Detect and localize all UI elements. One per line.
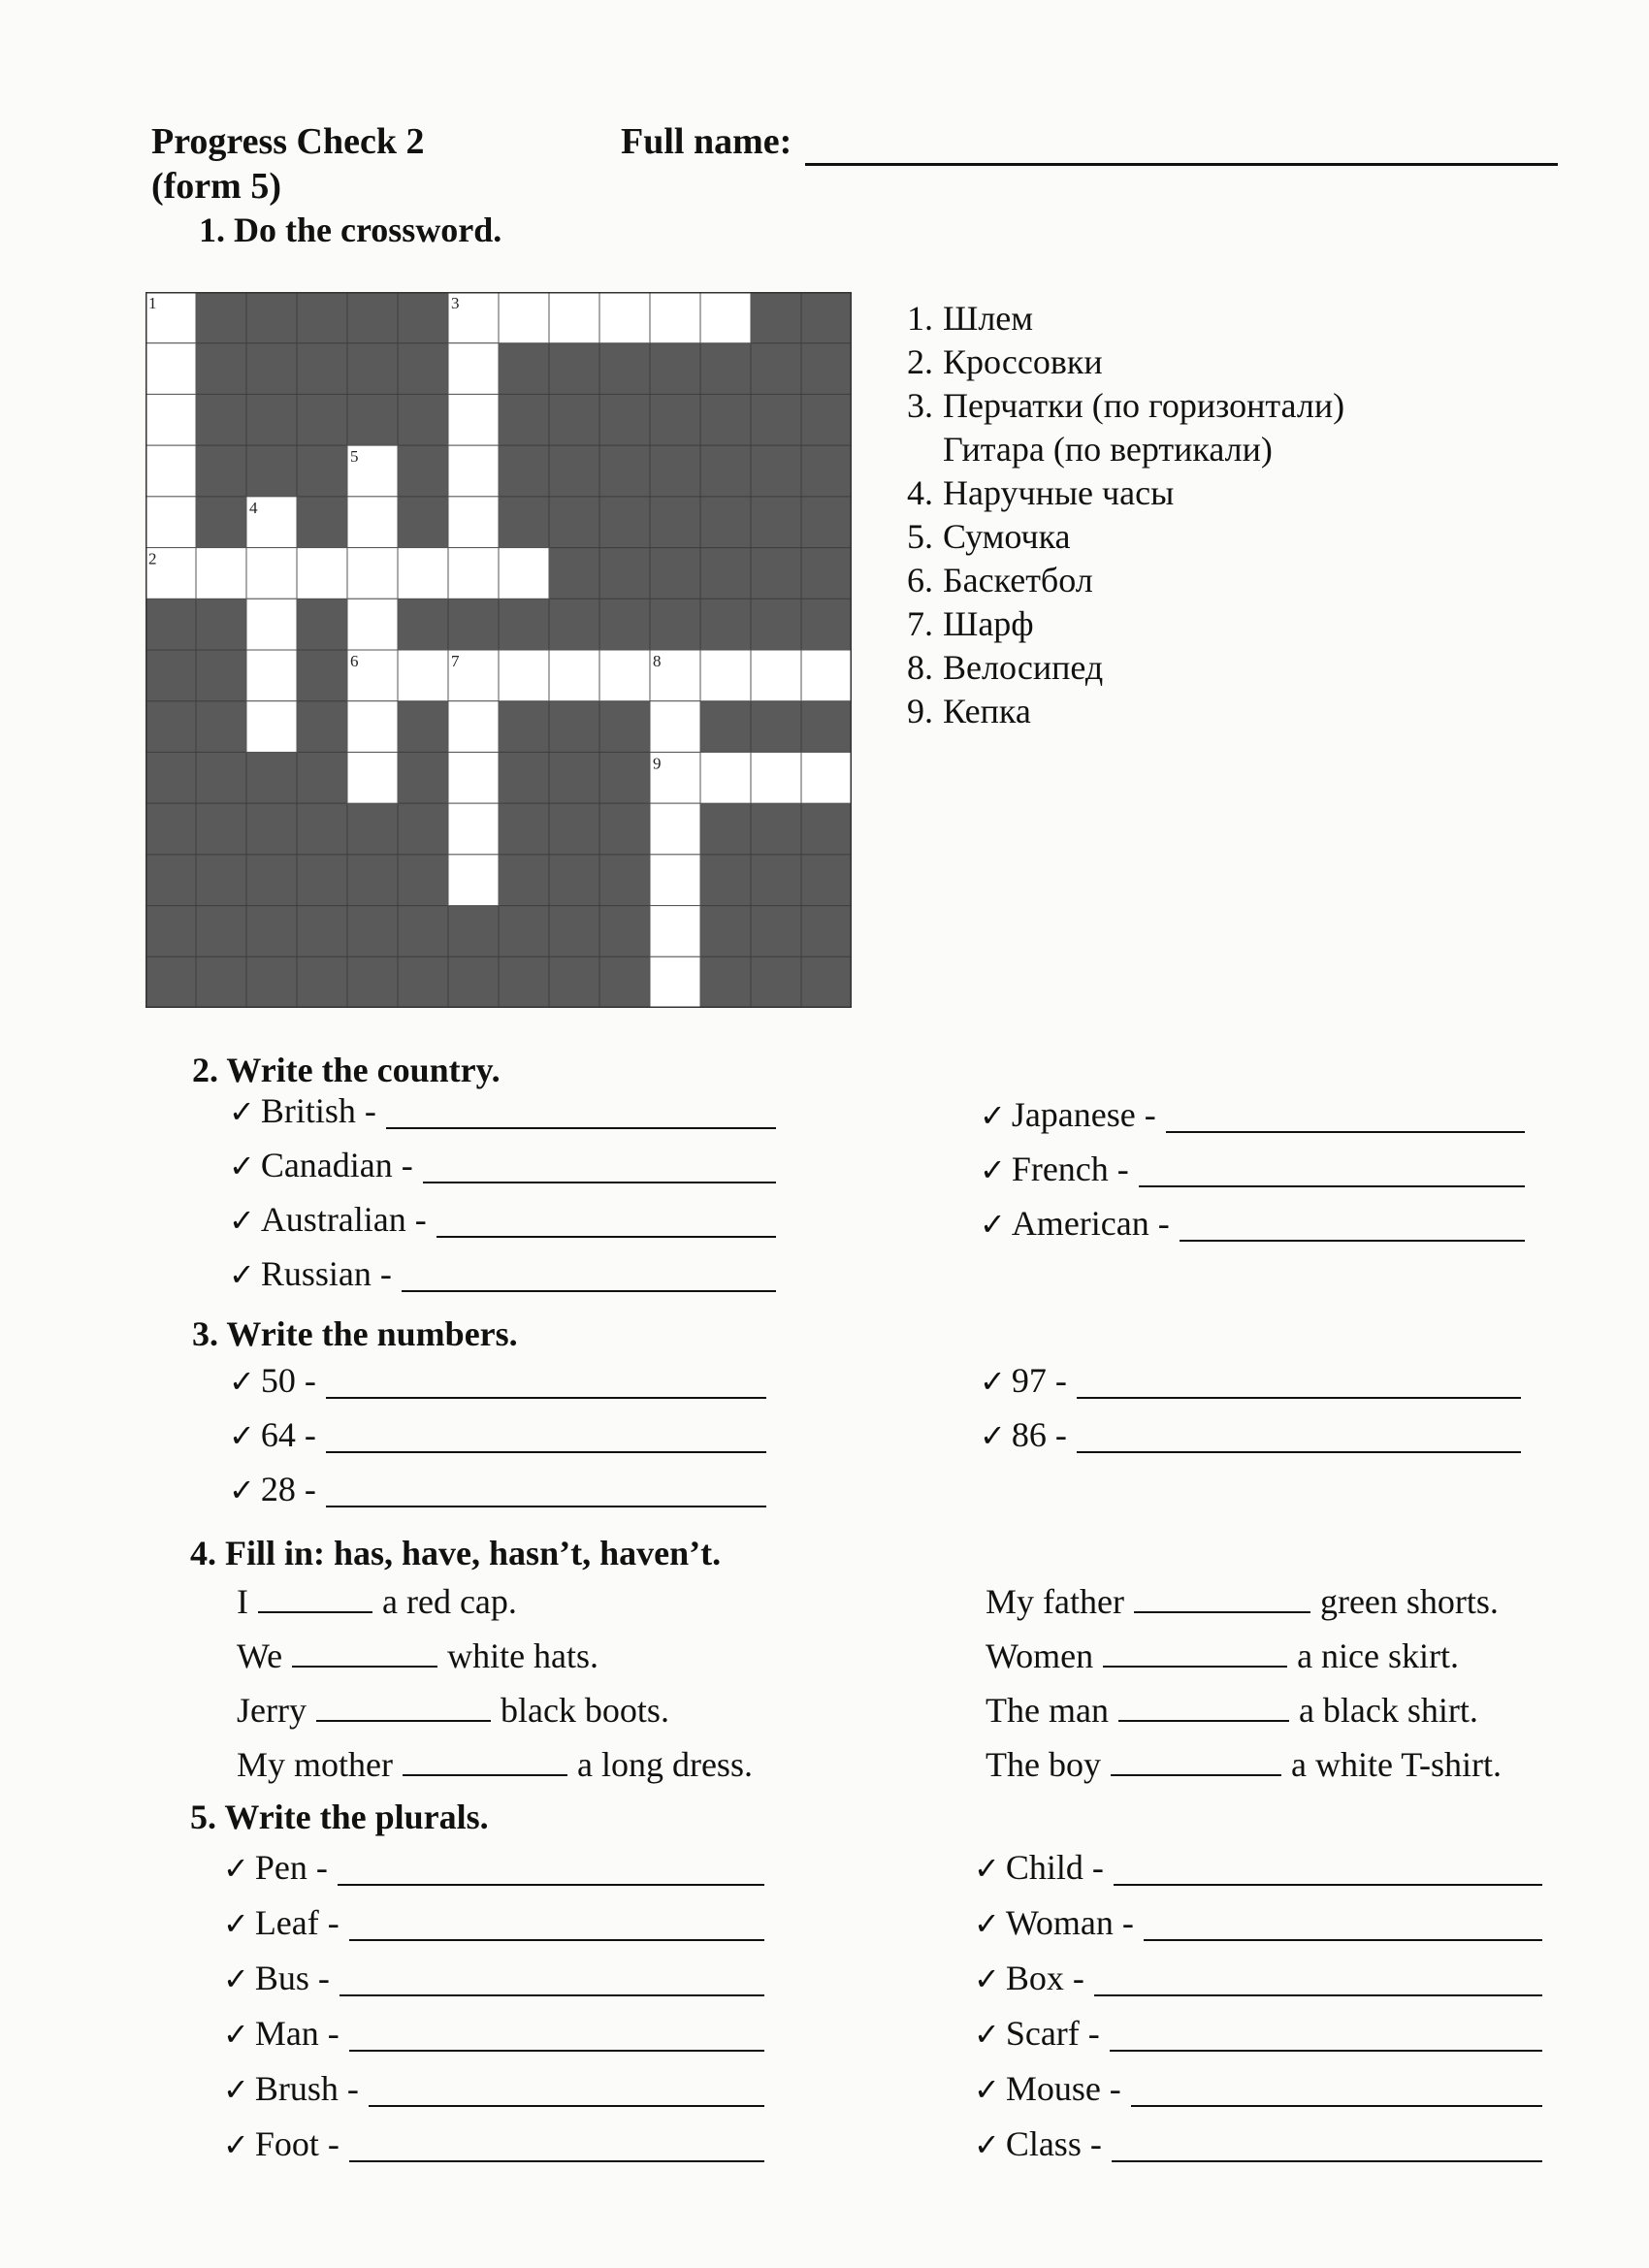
answer-row [229, 1469, 316, 1509]
sentence-rest: white hats. [447, 1636, 599, 1675]
answer-line[interactable] [1180, 1240, 1525, 1242]
answer-line[interactable] [326, 1506, 766, 1507]
crossword-cell[interactable] [448, 752, 499, 803]
answer-line[interactable] [369, 2105, 764, 2107]
fill-in-blank[interactable] [403, 1774, 567, 1776]
fill-in-sentence [237, 1744, 753, 1785]
crossword-cell[interactable] [146, 394, 196, 445]
answer-prompt: Leaf - [254, 1903, 340, 1942]
check-icon: ✓ [974, 2071, 1000, 2108]
check-icon: ✓ [229, 1093, 255, 1130]
check-icon: ✓ [223, 2071, 249, 2108]
answer-line[interactable] [1110, 2050, 1542, 2052]
answer-prompt: Australian - [260, 1200, 427, 1239]
crossword-cell[interactable] [246, 548, 297, 599]
sentence-subject: The man [986, 1691, 1109, 1730]
crossword-clue [883, 428, 1344, 471]
answer-line[interactable] [1094, 1994, 1542, 1996]
answer-row [974, 1847, 1104, 1888]
check-icon: ✓ [229, 1363, 255, 1400]
sentence-rest: a long dress. [576, 1745, 753, 1784]
fill-in-sentence [237, 1690, 669, 1731]
answer-line[interactable] [1131, 2105, 1542, 2107]
answer-prompt: French - [1011, 1150, 1129, 1188]
crossword-clue-number: 6 [350, 652, 359, 670]
crossword-cell[interactable] [499, 650, 549, 701]
check-icon: ✓ [980, 1206, 1006, 1243]
check-icon: ✓ [974, 2016, 1000, 2053]
answer-prompt: 64 - [260, 1415, 316, 1454]
crossword-clue [883, 297, 1344, 340]
answer-prompt: Russian - [260, 1254, 392, 1293]
answer-line[interactable] [326, 1451, 766, 1453]
crossword-clue [883, 384, 1344, 428]
sentence-subject: Jerry [237, 1691, 307, 1730]
clue-text: Кроссовки [943, 342, 1103, 381]
check-icon: ✓ [229, 1417, 255, 1454]
check-icon: ✓ [223, 2126, 249, 2163]
crossword-cell[interactable] [599, 650, 650, 701]
clue-text: Велосипед [943, 648, 1104, 687]
crossword-cell[interactable] [650, 701, 700, 753]
answer-line[interactable] [326, 1397, 766, 1399]
crossword-cell[interactable] [599, 292, 650, 343]
crossword-cell[interactable] [801, 752, 852, 803]
check-icon: ✓ [980, 1363, 1006, 1400]
sentence-rest: a white T-shirt. [1290, 1745, 1502, 1784]
answer-line[interactable] [436, 1236, 776, 1238]
clue-number: 6. [907, 561, 933, 599]
sentence-subject: We [237, 1636, 283, 1675]
clue-text: Наручные часы [943, 473, 1175, 512]
task3-heading: 3. Write the numbers. [192, 1314, 518, 1353]
crossword-cell[interactable] [196, 548, 246, 599]
crossword-clue-number: 7 [451, 652, 460, 670]
answer-prompt: Scarf - [1005, 2014, 1100, 2053]
crossword-cell[interactable] [700, 650, 751, 701]
crossword-cell[interactable] [347, 701, 398, 753]
crossword-clue-number: 1 [148, 294, 157, 312]
sentence-rest: green shorts. [1319, 1582, 1499, 1621]
answer-line[interactable] [340, 1994, 764, 1996]
crossword-clue-number: 9 [653, 754, 662, 773]
answer-prompt: Brush - [254, 2069, 359, 2108]
answer-line[interactable] [1139, 1185, 1525, 1187]
crossword-cell[interactable] [700, 752, 751, 803]
crossword-clue [883, 471, 1344, 515]
check-icon: ✓ [974, 2126, 1000, 2163]
answer-row [980, 1203, 1170, 1244]
crossword-cell[interactable] [448, 548, 499, 599]
full-name-label: Full name: [621, 121, 792, 162]
crossword-clue-number: 4 [249, 498, 258, 517]
answer-line[interactable] [423, 1182, 776, 1183]
sentence-subject: The boy [986, 1745, 1101, 1784]
crossword-cell[interactable] [448, 855, 499, 906]
answer-line[interactable] [1077, 1451, 1521, 1453]
answer-line[interactable] [1112, 2160, 1542, 2162]
check-icon: ✓ [229, 1472, 255, 1508]
crossword-cell[interactable] [246, 701, 297, 753]
clue-number: 1. [907, 299, 933, 338]
answer-row [229, 1090, 376, 1131]
check-icon: ✓ [974, 1905, 1000, 1942]
clue-number: 4. [907, 473, 933, 512]
crossword-grid [146, 292, 852, 1008]
answer-row [974, 2068, 1121, 2109]
check-icon: ✓ [229, 1148, 255, 1184]
crossword-clue [883, 340, 1344, 384]
answer-row [980, 1094, 1156, 1135]
answer-prompt: Box - [1005, 1959, 1084, 1997]
crossword-clue-number: 8 [653, 652, 662, 670]
worksheet-title: Progress Check 2 [151, 121, 425, 162]
answer-row [980, 1149, 1129, 1189]
answer-row [229, 1199, 427, 1240]
crossword-cell[interactable] [146, 445, 196, 497]
clue-text: Баскетбол [943, 561, 1093, 599]
answer-prompt: Japanese - [1011, 1095, 1156, 1134]
clue-number: 3. [907, 386, 933, 425]
answer-prompt: Child - [1005, 1848, 1104, 1887]
answer-row [229, 1360, 316, 1401]
crossword-cell[interactable] [499, 548, 549, 599]
answer-prompt: 28 - [260, 1470, 316, 1508]
clue-number: 7. [907, 604, 933, 643]
crossword-clue [883, 559, 1344, 602]
answer-row [980, 1414, 1067, 1455]
answer-prompt: Foot - [254, 2124, 340, 2163]
answer-prompt: Pen - [254, 1848, 328, 1887]
answer-row [223, 2123, 340, 2164]
crossword-cell[interactable] [650, 956, 700, 1008]
answer-row [223, 1902, 340, 1943]
clue-text: Перчатки (по горизонтали) [943, 386, 1345, 425]
sentence-rest: a red cap. [382, 1582, 517, 1621]
fill-in-sentence [986, 1744, 1502, 1785]
sentence-rest: black boots. [500, 1691, 669, 1730]
clue-number: 2. [907, 342, 933, 381]
fill-in-blank[interactable] [1118, 1720, 1289, 1722]
crossword-cell[interactable] [650, 292, 700, 343]
task2-heading: 2. Write the country. [192, 1051, 501, 1089]
answer-row [974, 1902, 1134, 1943]
fill-in-blank[interactable] [316, 1720, 491, 1722]
form-label: (form 5) [151, 166, 281, 207]
answer-prompt: 50 - [260, 1361, 316, 1400]
fill-in-sentence [986, 1690, 1478, 1731]
crossword-cell[interactable] [549, 650, 599, 701]
answer-row [980, 1360, 1067, 1401]
clue-number: 8. [907, 648, 933, 687]
crossword-cell[interactable] [398, 548, 448, 599]
sentence-subject: My father [986, 1582, 1124, 1621]
fill-in-blank[interactable] [1103, 1666, 1287, 1668]
crossword-cell[interactable] [650, 855, 700, 906]
crossword-clue [883, 690, 1344, 733]
clue-text: Шлем [943, 299, 1034, 338]
crossword-cell[interactable] [246, 650, 297, 701]
sentence-subject: Women [986, 1636, 1094, 1675]
check-icon: ✓ [223, 1960, 249, 1997]
crossword-cell[interactable] [448, 497, 499, 548]
crossword-cell[interactable] [499, 292, 549, 343]
fill-in-blank[interactable] [1111, 1774, 1281, 1776]
answer-line[interactable] [349, 1939, 764, 1941]
answer-row [223, 1958, 330, 1998]
answer-row [229, 1414, 316, 1455]
answer-line[interactable] [1144, 1939, 1542, 1941]
crossword-cell[interactable] [246, 599, 297, 650]
sentence-subject: I [237, 1582, 248, 1621]
answer-prompt: Man - [254, 2014, 340, 2053]
answer-prompt: American - [1011, 1204, 1170, 1243]
answer-row [223, 2013, 340, 2054]
crossword-cell[interactable] [801, 650, 852, 701]
check-icon: ✓ [980, 1097, 1006, 1134]
crossword-cell[interactable] [751, 752, 801, 803]
check-icon: ✓ [974, 1850, 1000, 1887]
fill-in-blank[interactable] [1134, 1611, 1310, 1613]
check-icon: ✓ [229, 1202, 255, 1239]
answer-row [223, 2068, 359, 2109]
fill-in-blank[interactable] [258, 1611, 372, 1613]
answer-row [974, 2123, 1102, 2164]
check-icon: ✓ [223, 2016, 249, 2053]
answer-row [974, 2013, 1100, 2054]
crossword-cell[interactable] [398, 650, 448, 701]
task4-heading: 4. Fill in: has, have, hasn’t, haven’t. [190, 1534, 722, 1572]
fill-in-sentence [986, 1581, 1499, 1622]
crossword-cell[interactable] [448, 343, 499, 395]
answer-line[interactable] [338, 1884, 764, 1886]
crossword-cell[interactable] [347, 752, 398, 803]
crossword-cell[interactable] [751, 650, 801, 701]
answer-line[interactable] [386, 1127, 776, 1129]
answer-row [223, 1847, 328, 1888]
clue-text: Сумочка [943, 517, 1071, 556]
crossword-cell[interactable] [297, 548, 347, 599]
crossword-cell[interactable] [549, 292, 599, 343]
fill-in-sentence [237, 1581, 517, 1622]
check-icon: ✓ [980, 1417, 1006, 1454]
crossword-clue [883, 602, 1344, 646]
answer-row [229, 1253, 392, 1294]
crossword-cell[interactable] [347, 599, 398, 650]
crossword-clue [883, 515, 1344, 559]
crossword-clues [883, 297, 1344, 733]
clue-number: 9. [907, 692, 933, 730]
clue-text: Шарф [943, 604, 1034, 643]
crossword-cell[interactable] [448, 394, 499, 445]
answer-line[interactable] [349, 2160, 764, 2162]
sentence-subject: My mother [237, 1745, 393, 1784]
fill-in-sentence [237, 1636, 598, 1676]
crossword-clue [883, 646, 1344, 690]
answer-prompt: Bus - [254, 1959, 330, 1997]
crossword-clue-number: 2 [148, 549, 157, 568]
answer-prompt: 86 - [1011, 1415, 1067, 1454]
check-icon: ✓ [229, 1256, 255, 1293]
crossword-cell[interactable] [650, 906, 700, 957]
answer-row [974, 1958, 1084, 1998]
crossword-clue-number: 3 [451, 294, 460, 312]
answer-prompt: British - [260, 1091, 376, 1130]
sentence-rest: a black shirt. [1298, 1691, 1478, 1730]
crossword-cell[interactable] [448, 803, 499, 855]
check-icon: ✓ [974, 1960, 1000, 1997]
fill-in-blank[interactable] [292, 1666, 437, 1668]
crossword-cell[interactable] [347, 497, 398, 548]
answer-prompt: 97 - [1011, 1361, 1067, 1400]
clue-number: 5. [907, 517, 933, 556]
clue-text: Гитара (по вертикали) [943, 430, 1273, 469]
answer-line[interactable] [349, 2050, 764, 2052]
fill-in-sentence [986, 1636, 1459, 1676]
crossword-cell[interactable] [448, 445, 499, 497]
answer-line[interactable] [1166, 1131, 1525, 1133]
answer-line[interactable] [1114, 1884, 1542, 1886]
check-icon: ✓ [980, 1151, 1006, 1188]
answer-prompt: Canadian - [260, 1146, 413, 1184]
crossword-cell[interactable] [146, 497, 196, 548]
clue-text: Кепка [943, 692, 1031, 730]
crossword-clue-number: 5 [350, 447, 359, 467]
task1-heading: 1. Do the crossword. [199, 211, 502, 249]
check-icon: ✓ [223, 1850, 249, 1887]
crossword-cell[interactable] [448, 701, 499, 753]
full-name-field[interactable] [805, 163, 1558, 166]
answer-line[interactable] [1077, 1397, 1521, 1399]
crossword-cell[interactable] [700, 292, 751, 343]
answer-prompt: Class - [1005, 2124, 1102, 2163]
sentence-rest: a nice skirt. [1297, 1636, 1460, 1675]
crossword-cell[interactable] [146, 343, 196, 395]
crossword-cell[interactable] [347, 548, 398, 599]
task5-heading: 5. Write the plurals. [190, 1798, 489, 1836]
crossword-cell[interactable] [650, 803, 700, 855]
answer-row [229, 1145, 413, 1185]
answer-prompt: Mouse - [1005, 2069, 1121, 2108]
answer-prompt: Woman - [1005, 1903, 1134, 1942]
check-icon: ✓ [223, 1905, 249, 1942]
answer-line[interactable] [402, 1290, 776, 1292]
